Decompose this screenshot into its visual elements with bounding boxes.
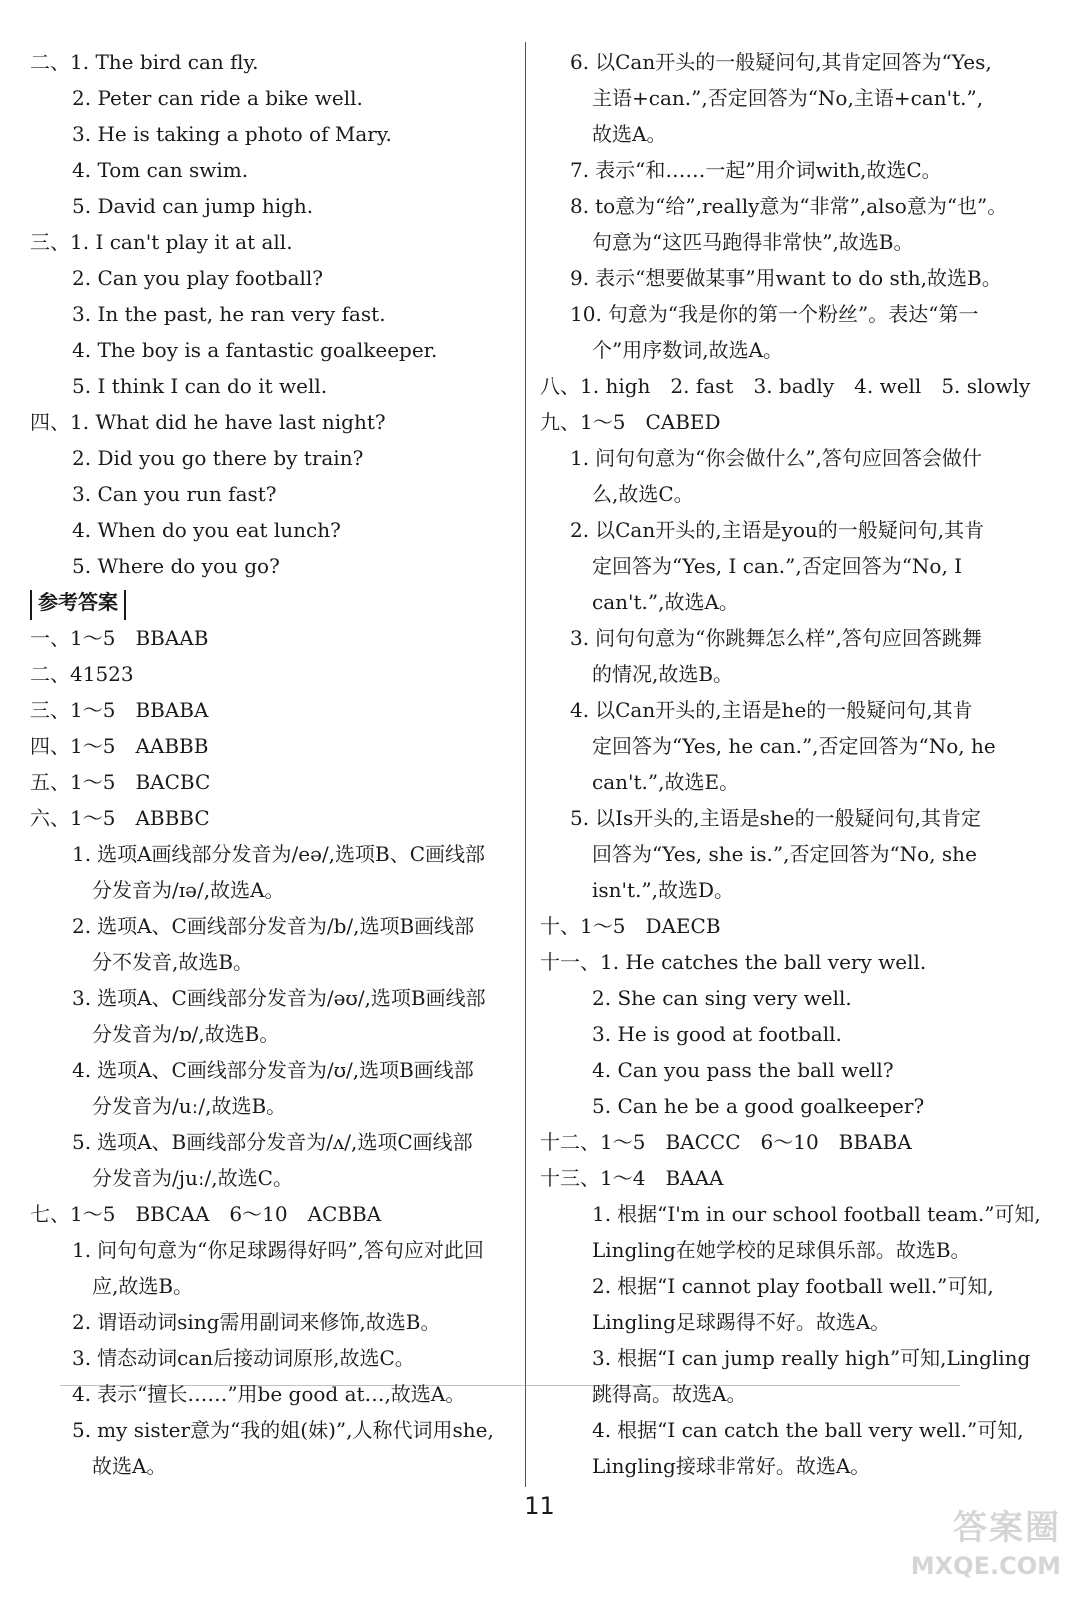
item-number: 4. (72, 1382, 92, 1406)
item-text: 3. He is taking a photo of Mary. (72, 122, 392, 146)
reference-answers-label: 参考答案 (30, 590, 126, 620)
section-label: 七、 (30, 1202, 70, 1226)
item-number: 5. (570, 806, 590, 830)
explanation-text: 主语+can.”,否定回答为“No,主语+can't.”, (592, 86, 984, 110)
explanation-text: 回答为“Yes, she is.”,否定回答为“No, she (592, 842, 977, 866)
item-number: 2. (72, 914, 92, 938)
explanation-text: 分不发音,故选B。 (92, 950, 254, 974)
item-text: 5. I think I can do it well. (72, 374, 328, 398)
explanation-text: 分发音为/ɪə/,故选A。 (92, 878, 285, 902)
item-text: 4. When do you eat lunch? (72, 518, 341, 542)
section-11-item (540, 1088, 1055, 1124)
section-7-cont-line (540, 152, 1055, 188)
explanation-text: 选项A、B画线部分发音为/ʌ/,选项C画线部 (97, 1130, 473, 1154)
section-7-line (30, 1376, 520, 1412)
item-text: 3. In the past, he ran very fast. (72, 302, 386, 326)
section-7-cont-line (540, 44, 1055, 80)
answer-text: 1～5 ABBBC (70, 806, 210, 830)
answer-text: 1～5 CABED (580, 410, 721, 434)
explanation-text: 分发音为/uː/,故选B。 (92, 1094, 287, 1118)
answer-text: 1～5 BBAAB (70, 626, 209, 650)
explanation-text: 问句句意为“你足球踢得好吗”,答句应对此回 (97, 1238, 484, 1262)
section-2-item (30, 116, 520, 152)
section-9-line (540, 440, 1055, 476)
explanation-text: can't.”,故选A。 (592, 590, 739, 614)
item-number: 9. (570, 266, 590, 290)
section-10 (540, 908, 1055, 944)
item-number: 5. (72, 1130, 92, 1154)
answer-text: 1～4 BAAA (600, 1166, 724, 1190)
explanation-text: 表示“擅长……”用be good at…,故选A。 (97, 1382, 466, 1406)
section-label: 九、 (540, 410, 580, 434)
explanation-text: Lingling在她学校的足球俱乐部。故选B。 (592, 1238, 971, 1262)
section-13-line (540, 1304, 1055, 1340)
answer-text: 41523 (70, 662, 134, 686)
explanation-text: 选项A、C画线部分发音为/ʊ/,选项B画线部 (97, 1058, 474, 1082)
section-2-item (30, 80, 520, 116)
item-number: 3. (570, 626, 590, 650)
page-number: 11 (524, 1492, 555, 1520)
section-6-line (30, 1088, 520, 1124)
section-7-cont-line (540, 188, 1055, 224)
explanation-text: 根据“I can jump really high”可知,Lingling (617, 1346, 1031, 1370)
section-6-line (30, 980, 520, 1016)
section-4-item (30, 548, 520, 584)
section-9-line (540, 476, 1055, 512)
answer-text: 1～5 BBCAA 6～10 ACBBA (70, 1202, 382, 1226)
section-7-line (30, 1448, 520, 1484)
explanation-text: 表示“想要做某事”用want to do sth,故选B。 (595, 266, 1002, 290)
answer-text: 1～5 BACBC (70, 770, 211, 794)
section-7-line (30, 1304, 520, 1340)
right-column (540, 44, 1055, 1484)
section-label: 三、 (30, 230, 70, 254)
section-6-line (30, 908, 520, 944)
section-3-item (30, 296, 520, 332)
section-13-line (540, 1340, 1055, 1376)
item-number: 2. (592, 1274, 612, 1298)
explanation-text: 以Can开头的,主语是you的一般疑问句,其肯 (595, 518, 985, 542)
explanation-text: 应,故选B。 (92, 1274, 194, 1298)
answer-row (30, 764, 520, 800)
explanation-text: 根据“I'm in our school football team.”可知, (617, 1202, 1041, 1226)
section-9-head (540, 404, 1055, 440)
section-13-line (540, 1196, 1055, 1232)
item-number: 1. (592, 1202, 612, 1226)
item-number: 2. (570, 518, 590, 542)
answer-text: 1～5 AABBB (70, 734, 209, 758)
section-9-line (540, 620, 1055, 656)
explanation-text: 分发音为/ɒ/,故选B。 (92, 1022, 280, 1046)
answer-text: 1～5 BBABA (70, 698, 209, 722)
explanation-text: can't.”,故选E。 (592, 770, 740, 794)
item-number: 4. (72, 1058, 92, 1082)
section-7-line (30, 1412, 520, 1448)
section-13-line (540, 1268, 1055, 1304)
section-9-line (540, 548, 1055, 584)
section-label: 四、 (30, 734, 70, 758)
section-7-line (30, 1232, 520, 1268)
item-text: 1. I can't play it at all. (70, 230, 293, 254)
explanation-text: 跳得高。故选A。 (592, 1382, 747, 1406)
section-6-line (30, 1016, 520, 1052)
section-label: 五、 (30, 770, 70, 794)
section-7-cont-line (540, 260, 1055, 296)
watermark-logo (891, 1500, 1061, 1580)
section-label: 八、 (540, 374, 580, 398)
explanation-text: 以Can开头的一般疑问句,其肯定回答为“Yes, (595, 50, 992, 74)
section-7-line (30, 1340, 520, 1376)
section-4-item (30, 512, 520, 548)
section-13-line (540, 1232, 1055, 1268)
column-divider (525, 42, 526, 1487)
section-11-item (540, 1016, 1055, 1052)
item-number: 10. (570, 302, 602, 326)
explanation-text: 选项A、C画线部分发音为/əʊ/,选项B画线部 (97, 986, 486, 1010)
explanation-text: 问句句意为“你跳舞怎么样”,答句应回答跳舞 (595, 626, 982, 650)
explanation-text: to意为“给”,really意为“非常”,also意为“也”。 (595, 194, 1008, 218)
explanation-text: isn't.”,故选D。 (592, 878, 735, 902)
item-text: 3. He is good at football. (592, 1022, 842, 1046)
item-number: 1. (72, 1238, 92, 1262)
item-number: 3. (72, 986, 92, 1010)
item-text: 2. Did you go there by train? (72, 446, 364, 470)
explanation-text: 情态动词can后接动词原形,故选C。 (97, 1346, 415, 1370)
section-3-item (30, 260, 520, 296)
item-text: 2. Can you play football? (72, 266, 324, 290)
section-4-item (30, 440, 520, 476)
watermark-top-text: 答案圈 (953, 1508, 1061, 1548)
section-13-head (540, 1160, 1055, 1196)
section-9-line (540, 512, 1055, 548)
section-3-item (30, 224, 520, 260)
section-label: 十、 (540, 914, 580, 938)
explanation-text: 根据“I cannot play football well.”可知, (617, 1274, 994, 1298)
answer-row (30, 800, 520, 836)
section-11-item (540, 980, 1055, 1016)
item-text: 1. He catches the ball very well. (600, 950, 927, 974)
item-text: 1. The bird can fly. (70, 50, 259, 74)
section-9-line (540, 728, 1055, 764)
section-6-line (30, 1160, 520, 1196)
item-number: 6. (570, 50, 590, 74)
explanation-text: 谓语动词sing需用副词来修饰,故选B。 (97, 1310, 441, 1334)
explanation-text: 么,故选C。 (592, 482, 694, 506)
item-text: 2. She can sing very well. (592, 986, 852, 1010)
section-label: 二、 (30, 50, 70, 74)
explanation-text: 个”用序数词,故选A。 (592, 338, 784, 362)
section-9-line (540, 800, 1055, 836)
section-13-line (540, 1412, 1055, 1448)
item-number: 5. (72, 1418, 92, 1442)
answer-row (30, 692, 520, 728)
item-number: 1. (570, 446, 590, 470)
section-3-item (30, 368, 520, 404)
item-number: 4. (570, 698, 590, 722)
section-4-item (30, 404, 520, 440)
item-text: 2. Peter can ride a bike well. (72, 86, 363, 110)
item-text: 4. Can you pass the ball well? (592, 1058, 894, 1082)
section-label: 二、 (30, 662, 70, 686)
section-4-item (30, 476, 520, 512)
section-9-line (540, 764, 1055, 800)
watermark-bottom-text: MXQE.COM (910, 1552, 1061, 1580)
section-label: 六、 (30, 806, 70, 830)
item-text: 5. David can jump high. (72, 194, 314, 218)
explanation-text: 以Is开头的,主语是she的一般疑问句,其肯定 (595, 806, 981, 830)
section-6-line (30, 836, 520, 872)
section-6-line (30, 1124, 520, 1160)
item-number: 7. (570, 158, 590, 182)
explanation-text: Lingling足球踢得不好。故选A。 (592, 1310, 891, 1334)
item-number: 4. (592, 1418, 612, 1442)
section-7-cont-line (540, 80, 1055, 116)
section-7-cont-line (540, 296, 1055, 332)
section-8 (540, 368, 1055, 404)
section-7-line (30, 1268, 520, 1304)
explanation-text: 根据“I can catch the ball very well.”可知, (617, 1418, 1024, 1442)
left-column (30, 44, 520, 1484)
explanation-text: 定回答为“Yes, he can.”,否定回答为“No, he (592, 734, 996, 758)
answer-text: 1～5 DAECB (580, 914, 721, 938)
section-6-line (30, 872, 520, 908)
explanation-text: 以Can开头的,主语是he的一般疑问句,其肯 (595, 698, 973, 722)
item-text: 4. The boy is a fantastic goalkeeper. (72, 338, 438, 362)
section-12 (540, 1124, 1055, 1160)
answer-row (30, 656, 520, 692)
section-2-item (30, 152, 520, 188)
section-label: 四、 (30, 410, 70, 434)
answer-row (30, 728, 520, 764)
explanation-text: 表示“和……一起”用介词with,故选C。 (595, 158, 942, 182)
reference-answers-row (30, 584, 520, 620)
section-9-line (540, 836, 1055, 872)
section-9-line (540, 872, 1055, 908)
section-label: 十二、 (540, 1130, 600, 1154)
item-text: 4. Tom can swim. (72, 158, 249, 182)
answer-text: 1～5 BACCC 6～10 BBABA (600, 1130, 912, 1154)
item-number: 8. (570, 194, 590, 218)
section-label: 十一、 (540, 950, 600, 974)
explanation-text: 的情况,故选B。 (592, 662, 734, 686)
explanation-text: 问句句意为“你会做什么”,答句应回答会做什 (595, 446, 982, 470)
item-text: 5. Can he be a good goalkeeper? (592, 1094, 925, 1118)
explanation-text: 句意为“我是你的第一个粉丝”。表达“第一 (607, 302, 979, 326)
explanation-text: 选项A、C画线部分发音为/b/,选项B画线部 (97, 914, 475, 938)
section-6-line (30, 944, 520, 980)
explanation-text: Lingling接球非常好。故选A。 (592, 1454, 871, 1478)
section-label: 一、 (30, 626, 70, 650)
section-7-cont-line (540, 116, 1055, 152)
section-7-cont-line (540, 332, 1055, 368)
section-2-item (30, 44, 520, 80)
section-13-line (540, 1448, 1055, 1484)
section-13-line (540, 1376, 1055, 1412)
item-number: 3. (592, 1346, 612, 1370)
explanation-text: 定回答为“Yes, I can.”,否定回答为“No, I (592, 554, 963, 578)
item-number: 2. (72, 1310, 92, 1334)
item-text: 3. Can you run fast? (72, 482, 277, 506)
explanation-text: 故选A。 (592, 122, 667, 146)
section-7-cont-line (540, 224, 1055, 260)
item-number: 3. (72, 1346, 92, 1370)
section-9-line (540, 584, 1055, 620)
item-text: 1. What did he have last night? (70, 410, 386, 434)
section-11-item (540, 944, 1055, 980)
section-6-line (30, 1052, 520, 1088)
item-number: 1. (72, 842, 92, 866)
section-9-line (540, 656, 1055, 692)
section-11-item (540, 1052, 1055, 1088)
explanation-text: my sister意为“我的姐(妹)”,人称代词用she, (97, 1418, 494, 1442)
section-label: 三、 (30, 698, 70, 722)
answer-text: 1. high 2. fast 3. badly 4. well 5. slowly (580, 374, 1031, 398)
explanation-text: 分发音为/juː/,故选C。 (92, 1166, 293, 1190)
section-9-line (540, 692, 1055, 728)
explanation-text: 故选A。 (92, 1454, 167, 1478)
section-3-item (30, 332, 520, 368)
section-label: 十三、 (540, 1166, 600, 1190)
section-2-item (30, 188, 520, 224)
answer-row (30, 620, 520, 656)
explanation-text: 选项A画线部分发音为/eə/,选项B、C画线部 (97, 842, 486, 866)
section-7-head (30, 1196, 520, 1232)
explanation-text: 句意为“这匹马跑得非常快”,故选B。 (592, 230, 914, 254)
item-text: 5. Where do you go? (72, 554, 280, 578)
